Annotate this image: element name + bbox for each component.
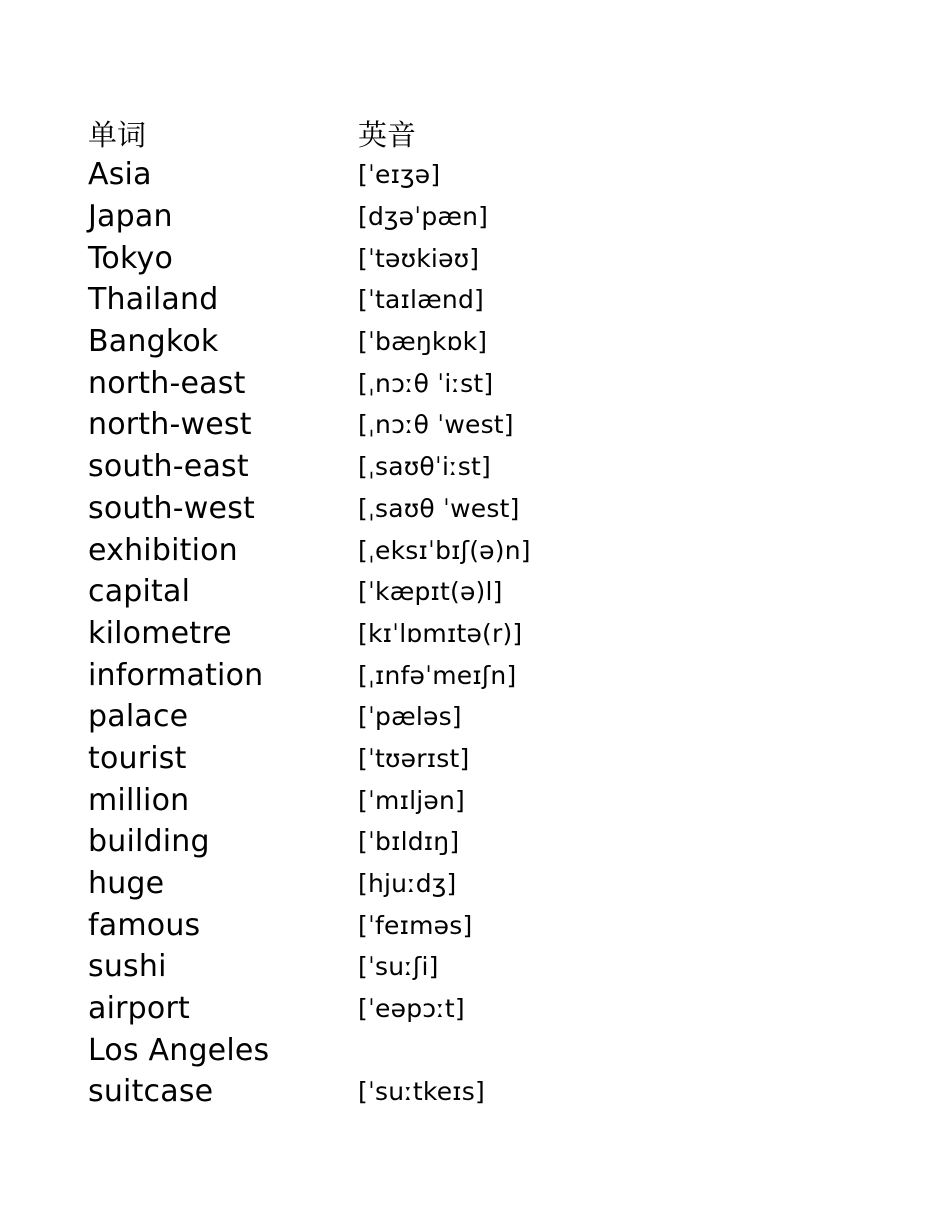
word-column-header: 单词: [88, 117, 147, 152]
table-row: [88, 613, 808, 655]
table-row: [88, 988, 808, 1030]
table-row: [88, 446, 808, 488]
ipa-cell: [ˌnɔːθ ˈiːst]: [358, 368, 494, 398]
ipa-cell: [ˈbæŋkɒk]: [358, 327, 488, 357]
word-cell: Thailand: [88, 282, 219, 318]
table-row: [88, 779, 808, 821]
table-row: [88, 946, 808, 988]
table-row: [88, 821, 808, 863]
table-row: [88, 654, 808, 696]
ipa-cell: [dʒəˈpæn]: [358, 202, 489, 232]
ipa-cell: [ˈeəpɔːt]: [358, 994, 465, 1024]
ipa-cell: [ˌnɔːθ ˈwest]: [358, 410, 514, 440]
ipa-cell: [ˌsaʊθ ˈwest]: [358, 493, 520, 523]
ipa-cell: [ˈmɪljən]: [358, 785, 465, 815]
table-row: [88, 863, 808, 905]
word-cell: north-east: [88, 365, 246, 401]
word-cell: Tokyo: [88, 240, 173, 276]
ipa-cell: [ˈkæpɪt(ə)l]: [358, 577, 503, 607]
table-row: [88, 279, 808, 321]
word-cell: famous: [88, 907, 201, 943]
word-cell: Japan: [88, 199, 173, 235]
table-row: [88, 404, 808, 446]
table-row: [88, 237, 808, 279]
table-row: [88, 738, 808, 780]
word-cell: information: [88, 657, 264, 693]
word-cell: airport: [88, 991, 190, 1027]
table-row: [88, 321, 808, 363]
ipa-cell: [ˈtʊərɪst]: [358, 743, 470, 773]
word-cell: huge: [88, 866, 165, 902]
table-row: [88, 196, 808, 238]
ipa-cell: [ˌsaʊθˈiːst]: [358, 452, 491, 482]
word-cell: sushi: [88, 949, 167, 985]
ipa-cell: [kɪˈlɒmɪtə(r)]: [358, 618, 523, 648]
word-cell: Asia: [88, 157, 152, 193]
word-cell: suitcase: [88, 1074, 214, 1110]
word-cell: north-west: [88, 407, 252, 443]
table-row: [88, 529, 808, 571]
table-row: [88, 571, 808, 613]
ipa-cell: [ˈsuːtkeɪs]: [358, 1077, 485, 1107]
table-row: [88, 362, 808, 404]
table-body: [88, 154, 808, 1113]
ipa-cell: [hjuːdʒ]: [358, 869, 457, 899]
table-row: [88, 904, 808, 946]
vocabulary-table: [88, 112, 808, 1113]
ipa-cell: [ˈfeɪməs]: [358, 910, 473, 940]
ipa-cell: [ˈeɪʒə]: [358, 160, 441, 190]
table-row: [88, 1071, 808, 1113]
word-cell: Bangkok: [88, 324, 219, 360]
ipa-cell: [ˈbɪldɪŋ]: [358, 827, 460, 857]
ipa-cell: [ˈtaɪlænd]: [358, 285, 484, 315]
word-cell: south-west: [88, 490, 255, 526]
word-cell: capital: [88, 574, 191, 610]
ipa-cell: [ˈtəʊkiəʊ]: [358, 243, 480, 273]
ipa-cell: [ˈpæləs]: [358, 702, 462, 732]
word-cell: Los Angeles: [88, 1032, 270, 1068]
table-row: [88, 1029, 808, 1071]
ipa-cell: [ˌɪnfəˈmeɪʃn]: [358, 660, 517, 690]
ipa-column-header: 英音: [358, 117, 417, 152]
table-row: [88, 488, 808, 530]
word-cell: palace: [88, 699, 189, 735]
table-header-row: [88, 112, 808, 154]
word-cell: building: [88, 824, 210, 860]
ipa-cell: [ˌeksɪˈbɪʃ(ə)n]: [358, 535, 531, 565]
word-cell: kilometre: [88, 615, 232, 651]
word-cell: million: [88, 782, 190, 818]
ipa-cell: [ˈsuːʃi]: [358, 952, 439, 982]
word-cell: south-east: [88, 449, 249, 485]
word-cell: exhibition: [88, 532, 238, 568]
word-cell: tourist: [88, 740, 187, 776]
table-row: [88, 154, 808, 196]
table-row: [88, 696, 808, 738]
